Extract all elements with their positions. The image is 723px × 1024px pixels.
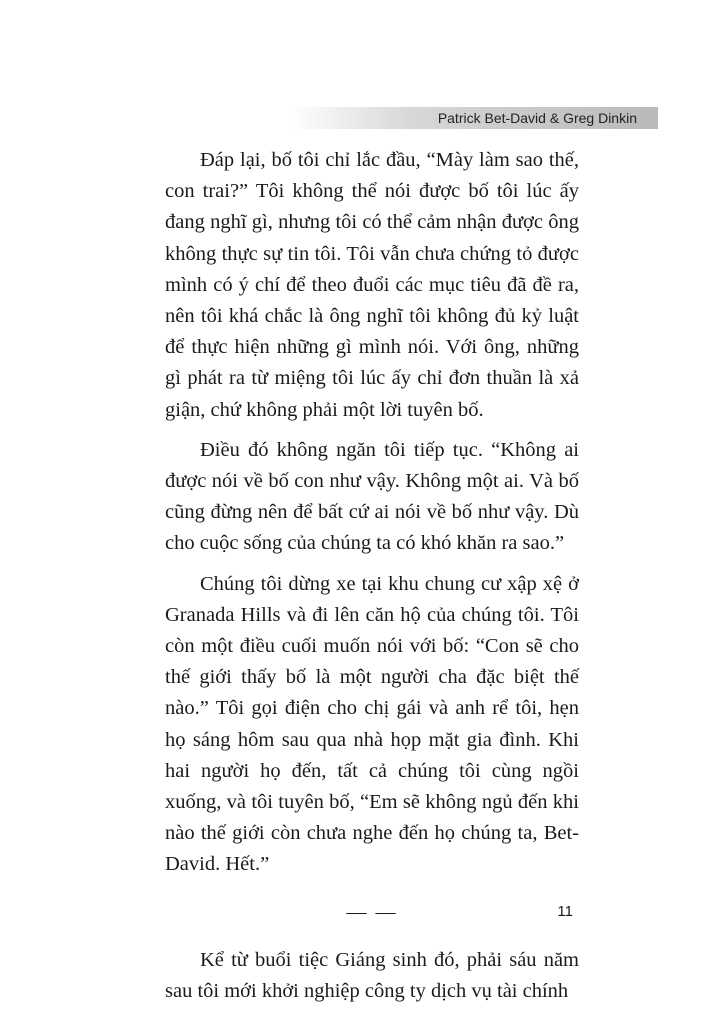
section-divider: — — bbox=[346, 900, 398, 923]
running-header-title: Patrick Bet-David & Greg Dinkin bbox=[437, 110, 637, 126]
paragraph-4: Kể từ buổi tiệc Giáng sinh đó, phải sáu năm sau tôi mới khởi nghiệp công ty dịch vụ tài chính bbox=[165, 948, 579, 1002]
page-number: 11 bbox=[557, 903, 573, 920]
body-text bbox=[165, 145, 579, 1007]
paragraph-2: Điều đó không ngăn tôi tiếp tục. “Không ai được nói về bố con như vậy. Không một ai. Và bố cũng đừng nên để bất cứ ai nói về bố như vậy. Dù cho cuộc sống của chúng ta có khó khăn ra sao.” bbox=[165, 438, 579, 555]
paragraph-1: Đáp lại, bố tôi chỉ lắc đầu, “Mày làm sao thế, con trai?” Tôi không thể nói được bố tôi lúc ấy đang nghĩ gì, nhưng tôi có thể cảm nhận được ông không thực sự tin tôi. Tôi vẫn chưa chứng tỏ được mình có ý chí để theo đuổi các mục tiêu đã đề ra, nên tôi khá chắc là ông nghĩ tôi không đủ kỷ luật để thực hiện những gì mình nói. Với ông, những gì phát ra từ miệng tôi lúc ấy chỉ đơn thuần là xả giận, chứ không phải một lời tuyên bố. bbox=[165, 149, 579, 421]
paragraph-3: Chúng tôi dừng xe tại khu chung cư xập xệ ở Granada Hills và đi lên căn hộ của chúng tôi. Tôi còn một điều cuối muốn nói với bố: “Con sẽ cho thế giới thấy bố là một người cha đặc biệt thế nào.” Tôi gọi điện cho chị gái và anh rể tôi, hẹn họ sáng hôm sau qua nhà họp mặt gia đình. Khi hai người họ đến, tất cả chúng tôi cùng ngồi xuống, và tôi tuyên bố, “Em sẽ không ngủ đến khi nào thế giới còn chưa nghe đến họ chúng ta, Bet-David. Hết.” bbox=[165, 572, 579, 876]
